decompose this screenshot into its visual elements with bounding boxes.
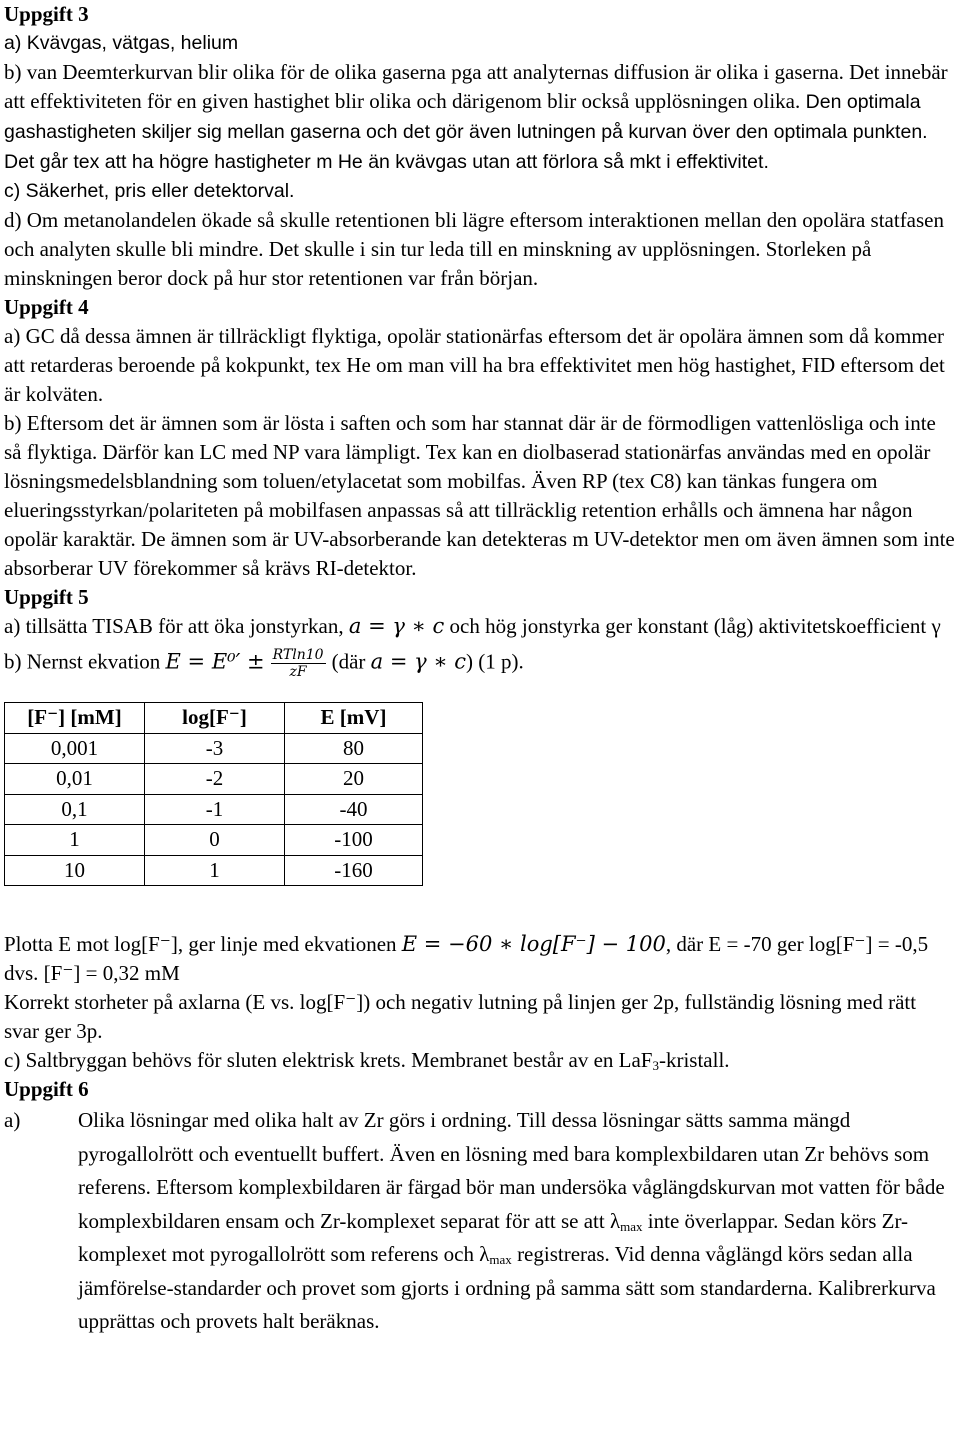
- table-row: [5, 855, 423, 886]
- table-cell: 1: [5, 825, 145, 856]
- u5-answer-a: [4, 612, 956, 641]
- fraction-denominator: zF: [289, 664, 307, 680]
- heading-uppgift-4: Uppgift 4: [4, 295, 89, 319]
- u5-grading: Korrekt storheter på axlarna (E vs. log[F⁻]) och negativ lutning på linjen ger 2p, fullständig lösning med rätt svar ger 3p.: [4, 990, 917, 1043]
- u3-answer-a: a) Kvävgas, vätgas, helium: [4, 32, 239, 54]
- table-cell: 10: [5, 855, 145, 886]
- table-row: [5, 764, 423, 795]
- heading-uppgift-3: Uppgift 3: [4, 2, 89, 26]
- u6-a-text-2: inte överlappar. Sedan körs Zr-komplexet mot pyrogallolrött som referens och λ: [78, 1208, 909, 1266]
- list-item: [4, 1104, 956, 1339]
- u5-plot-pre: Plotta E mot log[F⁻], ger linje med ekvationen: [4, 932, 402, 956]
- u5-plot-post: , där E = -70 ger log[F⁻] = -0,5 dvs. [F⁻] = 0,32 mM: [4, 932, 929, 985]
- table-header-cell: log[F⁻]: [145, 703, 285, 734]
- table-cell: -160: [285, 855, 423, 886]
- u5-b-text-3: ) (1 p).: [466, 649, 524, 674]
- u5-b-text-2: (där: [331, 649, 371, 674]
- u6-a-text-3: registreras. Vid denna våglängd körs sedan alla jämförelse-standarder och provet som gjorts i ordning på samma sätt som standarderna. Kalibrerkurva upprättas och provets halt beräknas.: [78, 1242, 936, 1333]
- u5-answer-b: [4, 647, 956, 680]
- table-cell: 1: [145, 855, 285, 886]
- u5-answer-c: [4, 1046, 956, 1075]
- document-page: [4, 0, 956, 1339]
- u4-answer-a: a) GC då dessa ämnen är tillräckligt flyktiga, opolär stationärfas eftersom det är opolära ämnen som då kommer att retarderas beroende på kokpunkt, tex He om man vill ha bra effektivitet men hög hastighet, FID eftersom det är kolväten.: [4, 324, 945, 406]
- table-row: [5, 825, 423, 856]
- data-table: [4, 702, 423, 886]
- nernst-fraction: [271, 647, 326, 680]
- u5-a-equation: a = γ ∗ c: [348, 614, 445, 638]
- table-header-cell: E [mV]: [285, 703, 423, 734]
- table-row: [5, 794, 423, 825]
- list-item-label: a): [4, 1108, 21, 1132]
- table-cell: 80: [285, 733, 423, 764]
- table-header-row: [5, 703, 423, 734]
- table-cell: -40: [285, 794, 423, 825]
- lambda-subscript: max: [489, 1252, 512, 1267]
- u5-b-text: b) Nernst ekvation: [4, 649, 166, 674]
- fraction-numerator: RTln10: [272, 647, 324, 663]
- u4-answer-b: b) Eftersom det är ämnen som är lösta i saften och som har stannat där är de förmodligen vattenlösliga och inte så flyktiga. Därför kan LC med NP vara lämpligt. Tex kan en diolbaserad stationärfas användas med en opolär lösningsmedelsblandning som toluen/etylacetat som mobilfas. Även RP (tex C8) kan tänkas fungera om elueringsstyrkan/polariteten på mobilfasen anpassas så att tillräcklig retention erhålls och ämnena har någon opolär karaktär. De ämnen som är UV-absorberande kan detekteras m UV-detektor men om även ämnen som inte absorberar UV förekommer så krävs RI-detektor.: [4, 411, 955, 580]
- u5-plot-text: [4, 930, 956, 988]
- table-row: [5, 733, 423, 764]
- u5-b-equation-2: a = γ ∗ c: [370, 649, 467, 674]
- table-cell: -100: [285, 825, 423, 856]
- u5-c-text: c) Saltbryggan behövs för sluten elektrisk krets. Membranet består av en LaF: [4, 1048, 653, 1072]
- u3-answer-d: d) Om metanolandelen ökade så skulle retentionen bli lägre eftersom interaktionen mellan den opolära statfasen och analyten skulle bli mindre. Det skulle i sin tur leda till en minskning av upplösningen. Storleken på minskningen beror dock på hur stor retentionen var från början.: [4, 208, 944, 290]
- u5-plot-equation: E = −60 ∗ log[F⁻] − 100: [401, 932, 666, 956]
- u6-list: [4, 1104, 956, 1339]
- heading-uppgift-5: Uppgift 5: [4, 585, 89, 609]
- table-header-cell: [F⁻] [mM]: [5, 703, 145, 734]
- u5-c-text-end: -kristall.: [658, 1048, 730, 1072]
- heading-uppgift-6: Uppgift 6: [4, 1077, 89, 1101]
- u3-answer-c: c) Säkerhet, pris eller detektorval.: [4, 180, 295, 202]
- table-cell: 0,001: [5, 733, 145, 764]
- table-cell: -3: [145, 733, 285, 764]
- u6-a-text-1: Olika lösningar med olika halt av Zr görs i ordning. Till dessa lösningar sätts samma mängd pyrogallolrött och eventuellt buffert. Även en lösning med bara komplexbildaren utan Zr behövs som referens. Eftersom komplexbildaren är färgad bör man undersöka våglängdskurvan mot vatten för både komplexbildaren ensam och Zr-komplexet separat för att se att λ: [78, 1108, 945, 1233]
- table-cell: -1: [145, 794, 285, 825]
- table-cell: 0,01: [5, 764, 145, 795]
- u5-a-text: a) tillsätta TISAB för att öka jonstyrkan,: [4, 614, 349, 638]
- lambda-subscript: max: [620, 1218, 643, 1234]
- table-cell: 0: [145, 825, 285, 856]
- table-cell: 0,1: [5, 794, 145, 825]
- u5-a-text-end: och hög jonstyrka ger konstant (låg) aktivitetskoefficient γ: [444, 614, 941, 638]
- u5-c-subscript: 3: [652, 1058, 659, 1073]
- spacer: [4, 886, 956, 930]
- table-cell: 20: [285, 764, 423, 795]
- u3-answer-b-part2: Den optimala gashastigheten skiljer sig mellan gaserna och det gör även lutningen på kurvan över den optimala punkten. Det går tex att ha högre hastigheter m He än kvävgas utan att förlora så mkt i effektivitet.: [4, 91, 928, 173]
- table-cell: -2: [145, 764, 285, 795]
- u5-b-equation: E = E⁰′ ±: [165, 649, 265, 674]
- u3-answer-b-part1: b) van Deemterkurvan blir olika för de olika gaserna pga att analyternas diffusion är olika i gaserna. Det innebär att effektiviteten för en given hastighet blir olika och därigenom blir också upplösningen olika.: [4, 60, 948, 113]
- u3-answer-b: [4, 58, 956, 177]
